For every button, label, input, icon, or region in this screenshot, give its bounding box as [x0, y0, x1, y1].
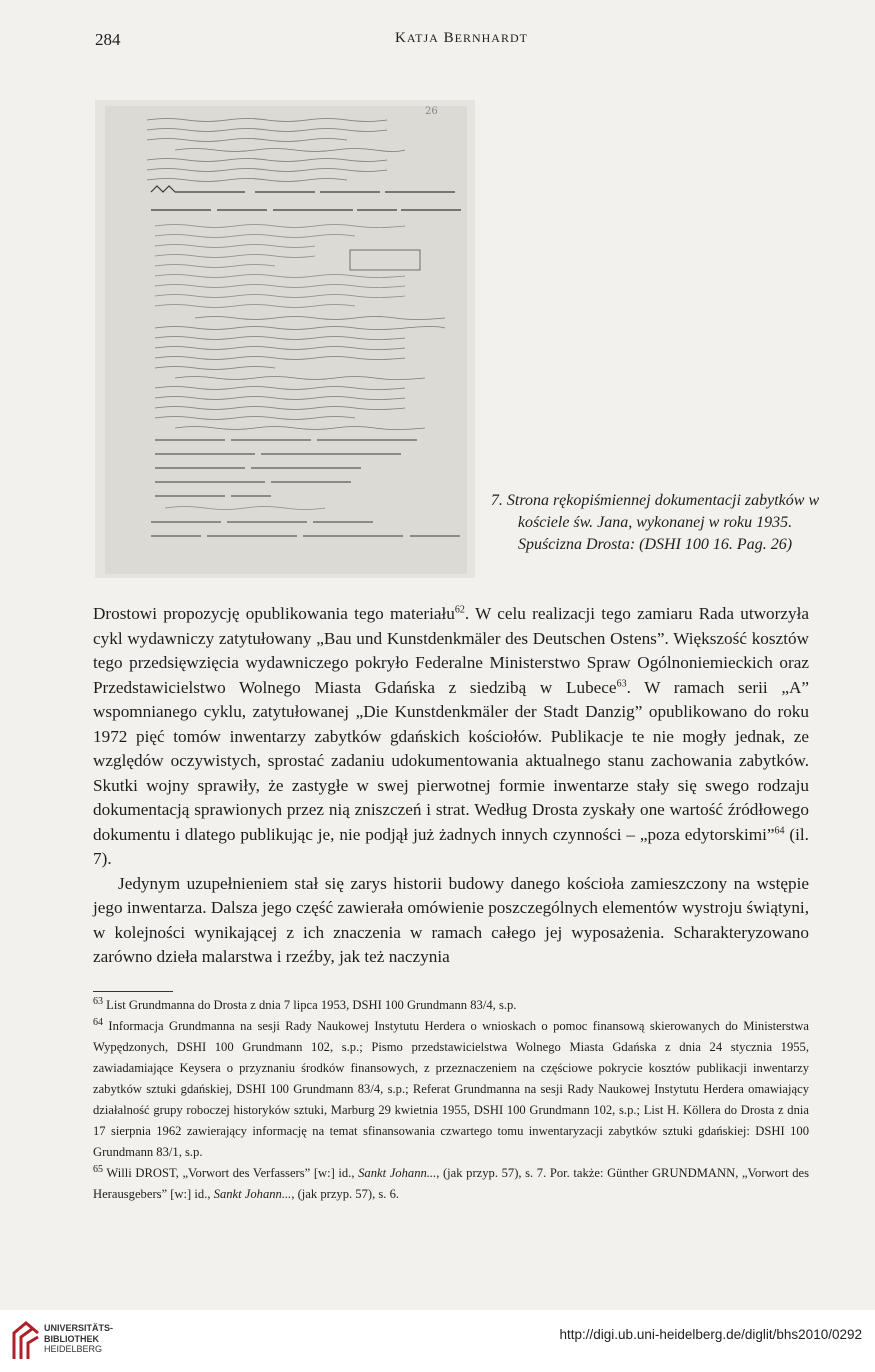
footnote-divider: [93, 991, 173, 992]
library-name-line-2: BIBLIOTHEK: [44, 1333, 99, 1344]
library-name-line-1: UNIVERSITÄTS-: [44, 1323, 114, 1333]
footnote-65-title-2: Sankt Johann...: [213, 1187, 292, 1201]
footnote-63-text: List Grundmanna do Drosta z dnia 7 lipca 1953, DSHI 100 Grundmann 83/4, s.p.: [103, 998, 517, 1012]
running-head-ernhardt: ERNHARDT: [454, 31, 528, 45]
university-library-logo-icon[interactable]: [10, 1319, 40, 1361]
page-number: 284: [95, 30, 121, 49]
running-head-k: K: [395, 30, 407, 46]
footnote-65-part-a: Willi DROST, „Vorwort des Verfassers” [w:] id.,: [103, 1166, 359, 1180]
image-page-number: 26: [425, 106, 438, 117]
footnote-64: [93, 1016, 809, 1163]
running-head-b: B: [443, 30, 455, 46]
p1-part-b: . W celu realizacji tego zamiaru Rada utworzyła cykl wydawniczy zatytułowany „Bau und Kunstdenkmäler des Deutschen Ostens”. Większość kosztów tego przedsięwzięcia wydawniczego pokryło Federalne Ministerstwo Spraw Ogólnoniemieckich oraz Przedstawicielstwo Wolnego Miasta Gdańska z siedzibą w Lubece: [93, 604, 809, 697]
footnote-65-part-b: , (jak przyp. 57), s. 7. Por. także: Günther GRUNDMANN, „Vorwort des Herausgebers” [w:] id.,: [93, 1166, 809, 1201]
footnote-65-number: 65: [93, 1163, 103, 1175]
footnote-ref-62[interactable]: 62: [454, 604, 465, 616]
footnote-ref-63[interactable]: 63: [616, 677, 627, 689]
handwritten-manuscript-icon: [95, 100, 475, 578]
page-header: [95, 30, 815, 52]
p1-part-c: . W ramach serii „A” wspomnianego cyklu, zatytułowanej „Die Kunstdenkmäler der Stadt Danzig” opublikowano do roku 1972 pięć tomów inwentarzy zabytków gdańskich kościołów. Publikacje te nie mogły jednak, ze względów oczywistych, sprostać zadaniu udokumentowania aktualnego stanu zachowania zabytków. Skutki wojny sprawiły, że zastygłe w swej pierwotnej formie inwentarze stały się swego rodzaju dokumentacją sprawionych przez nią zniszczeń i strat. Według Drosta zyskały one wartość źródłowego dokumentu i dlatego publikując je, nie podjął już żadnych innych czynności – „poza edytorskimi”: [93, 677, 809, 844]
paragraph-2: Jedynym uzupełnieniem stał się zarys historii budowy danego kościoła zamieszczony na wstępie jego inwentarza. Dalsza jego część zawierała omówienie poszczególnych elementów wystroju świątyni, w kolejności wynikającej z ich znaczenia w ramach całego jej wyposażenia. Scharakteryzowano zarówno dzieła malarstwa i rzeźby, jak też naczynia: [93, 873, 809, 966]
body-text: [93, 602, 809, 970]
footnote-64-number: 64: [93, 1016, 103, 1028]
footnote-65: [93, 1163, 809, 1205]
paragraph-1: [93, 602, 809, 872]
footnote-65-part-c: , (jak przyp. 57), s. 6.: [291, 1187, 400, 1201]
footnote-63-number: 63: [93, 995, 103, 1007]
figure-caption: 7. Strona rękopiśmiennej dokumentacji zabytków w kościele św. Jana, wykonanej w roku 1935. Spuścizna Drosta: (DSHI 100 16. Pag. 26): [490, 492, 820, 553]
footnote-63: [93, 995, 809, 1016]
p1-part-d: (il. 7).: [93, 824, 809, 868]
footnote-65-title-1: Sankt Johann...: [358, 1166, 437, 1180]
manuscript-image: [95, 100, 475, 578]
running-head-atja: ATJA: [406, 31, 439, 45]
source-url-link[interactable]: http://digi.ub.uni-heidelberg.de/diglit/bhs2010/0292: [559, 1327, 862, 1342]
footnote-64-text: Informacja Grundmanna na sesji Rady Naukowej Instytutu Herdera o wnioskach o pomoc finansową skierowanych do Ministerstwa Wypędzonych, DSHI 100 Grundmann 102, s.p.; Pismo przedstawicielstwa Wolnego Miasta Gdańska z dnia 24 stycznia 1955, zawiadamiające Keysera o przyznaniu środków finansowych, z przeznaczeniem na częściowe pokrycie kosztów publikacji inwentarzy zabytków sztuki gdańskiej, DSHI 100 Grundmann 83/4, s.p.; Referat Grundmanna na sesji Rady Naukowej Instytutu Herdera omawiający działalność grupy roboczej historyków sztuki, Marburg 29 kwietnia 1955, DSHI 100 Grundmann 102, s.p.; List H. Köllera do Drosta z dnia 17 sierpnia 1962 zawierający informację na temat sfinansowania czwartego tomu inwentaryzacji zabytków sztuki gdańskiej: DSHI 100 Grundmann 83/1, s.p.: [93, 1019, 809, 1159]
footnotes: [93, 995, 809, 1205]
library-name-line-3: HEIDELBERG: [44, 1344, 103, 1354]
running-head: [395, 30, 528, 47]
p1-part-a: Drostowi propozycję opublikowania tego materiału: [93, 604, 455, 623]
library-name: [44, 1323, 113, 1355]
footnote-ref-64[interactable]: 64: [774, 824, 785, 836]
